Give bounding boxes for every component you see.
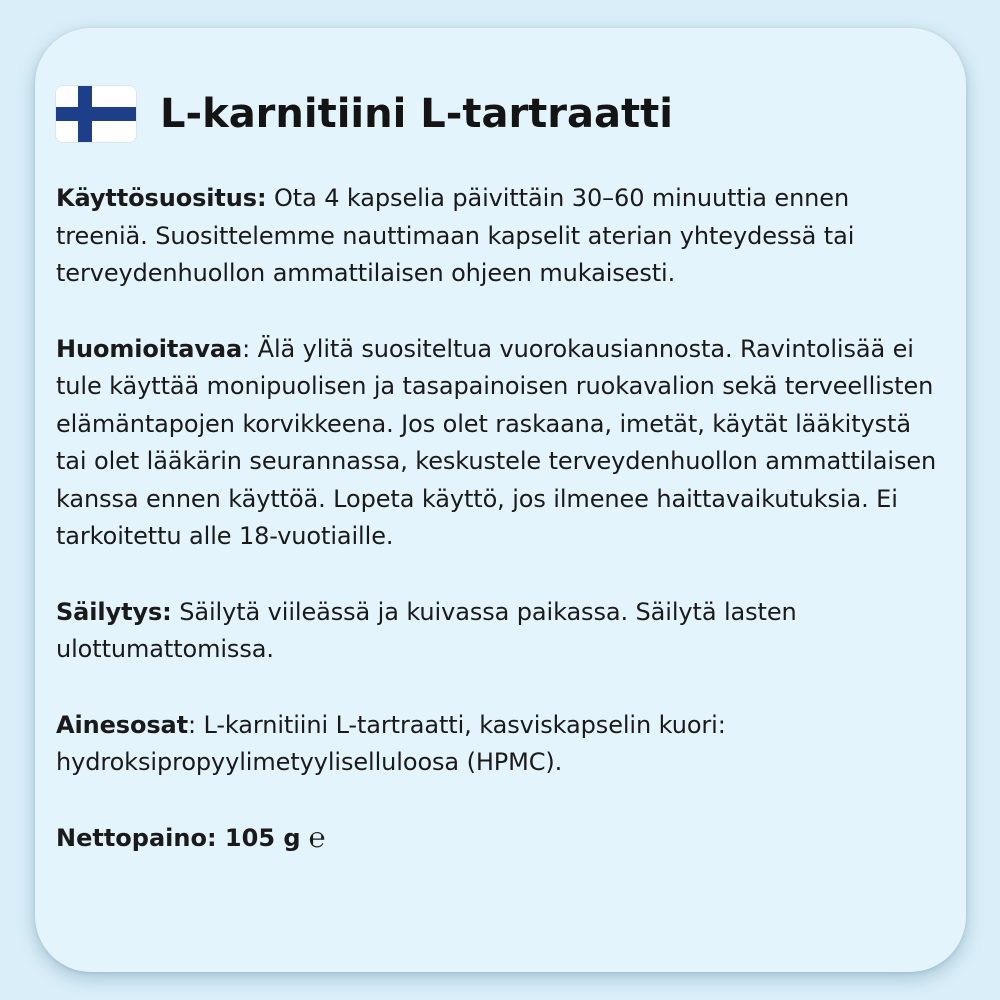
storage-text: Säilytä viileässä ja kuivassa paikassa. Säilytä lasten ulottumattomissa. bbox=[56, 597, 797, 663]
ingredients-text: : L-karnitiini L-tartraatti, kasviskapselin kuori: hydroksipropyylimetyyliselluloosa (HPMC). bbox=[56, 710, 726, 776]
net-weight bbox=[56, 820, 942, 857]
estimated-sign-icon: ℮ bbox=[308, 821, 326, 854]
usage-text: Ota 4 kapselia päivittäin 30–60 minuuttia ennen treeniä. Suosittelemme nauttimaan kapselit aterian yhteydessä tai terveydenhuollon ammattilaisen ohjeen mukaisesti. bbox=[56, 184, 855, 287]
page-title: L-karnitiini L-tartraatti bbox=[160, 91, 673, 137]
usage-label: Käyttösuositus: bbox=[56, 184, 267, 212]
warnings-text: : Älä ylitä suositeltua vuorokausiannosta. Ravintolisää ei tule käyttää monipuolisen ja tasapainoisen ruokavalion sekä terveellisten elämäntapojen korvikkeena. Jos olet raskaana, imetät, käytät lääkitystä tai olet lääkärin seurannassa, keskustele terveydenhuollon ammattilaisen kanssa ennen käyttöä. Lopeta käyttö, jos ilmenee haittavaikutuksia. Ei tarkoitettu alle 18-vuotiaille. bbox=[56, 334, 937, 550]
storage-section bbox=[56, 594, 942, 669]
header bbox=[56, 78, 942, 150]
warnings-label: Huomioitavaa bbox=[56, 334, 243, 363]
ingredients-section bbox=[56, 707, 942, 782]
usage-section bbox=[56, 180, 942, 293]
info-card bbox=[35, 28, 966, 972]
storage-label: Säilytys: bbox=[56, 597, 172, 626]
warnings-section bbox=[56, 331, 942, 556]
net-weight-text: Nettopaino: 105 g bbox=[56, 823, 301, 852]
ingredients-label: Ainesosat bbox=[56, 710, 188, 739]
finland-flag-icon bbox=[56, 86, 136, 142]
